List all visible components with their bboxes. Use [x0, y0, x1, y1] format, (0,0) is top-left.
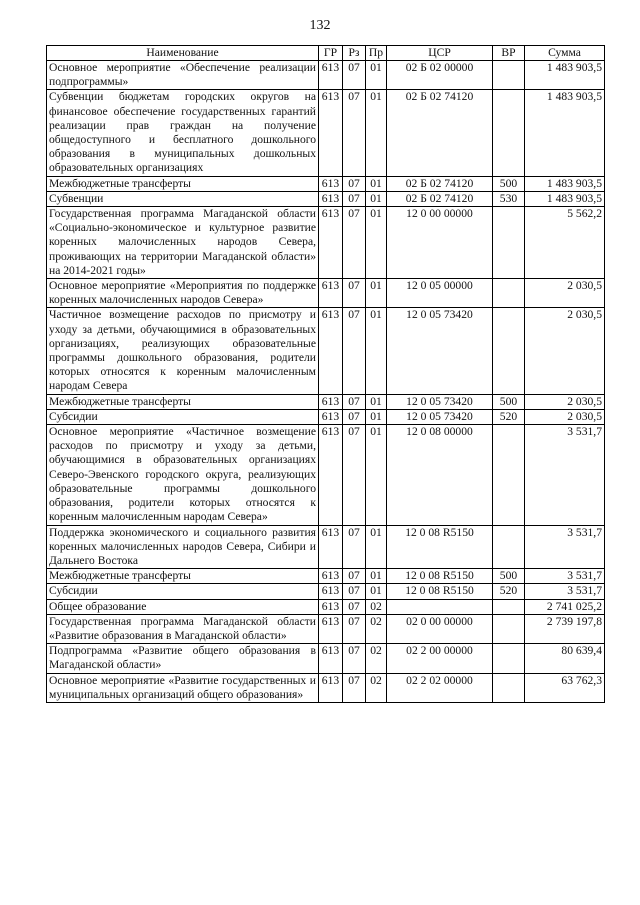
- table-row: [47, 176, 605, 191]
- row-sum: 2 030,5: [525, 279, 605, 308]
- row-rz: 07: [343, 614, 366, 643]
- row-pr: 01: [366, 191, 387, 206]
- row-gr: 613: [319, 644, 343, 673]
- row-csr: 12 0 05 73420: [387, 409, 493, 424]
- row-rz: 07: [343, 61, 366, 90]
- row-csr: 02 2 02 00000: [387, 673, 493, 702]
- row-gr: 613: [319, 409, 343, 424]
- row-name: Субсидии: [47, 584, 319, 599]
- table-row: [47, 673, 605, 702]
- row-rz: 07: [343, 599, 366, 614]
- row-rz: 07: [343, 409, 366, 424]
- row-vr: [493, 599, 525, 614]
- row-rz: 07: [343, 525, 366, 569]
- table-row: [47, 409, 605, 424]
- row-pr: 01: [366, 569, 387, 584]
- row-csr: 02 Б 02 74120: [387, 191, 493, 206]
- row-sum: 63 762,3: [525, 673, 605, 702]
- row-name: Основное мероприятие «Мероприятия по поддержке коренных малочисленных народов Севера»: [47, 279, 319, 308]
- row-pr: 01: [366, 207, 387, 279]
- table-row: [47, 279, 605, 308]
- row-rz: 07: [343, 191, 366, 206]
- row-vr: [493, 61, 525, 90]
- row-gr: 613: [319, 61, 343, 90]
- row-csr: [387, 599, 493, 614]
- row-rz: 07: [343, 673, 366, 702]
- budget-table: [46, 45, 605, 703]
- row-name: Субвенции: [47, 191, 319, 206]
- row-name: Частичное возмещение расходов по присмотру и уходу за детьми, обучающимися в образовательных организациях, реализующих образовательные программы дошкольного образования, родители которых относятся к коренным малочисленным народам Севера: [47, 308, 319, 394]
- row-sum: 5 562,2: [525, 207, 605, 279]
- row-gr: 613: [319, 614, 343, 643]
- row-gr: 613: [319, 176, 343, 191]
- row-rz: 07: [343, 644, 366, 673]
- header-gr: ГР: [319, 46, 343, 61]
- table-header: [47, 46, 605, 61]
- row-pr: 02: [366, 614, 387, 643]
- row-pr: 01: [366, 394, 387, 409]
- row-csr: 12 0 08 R5150: [387, 525, 493, 569]
- row-name: Субсидии: [47, 409, 319, 424]
- row-rz: 07: [343, 584, 366, 599]
- row-vr: 530: [493, 191, 525, 206]
- row-pr: 02: [366, 599, 387, 614]
- row-csr: 02 Б 02 74120: [387, 90, 493, 176]
- row-csr: 12 0 08 00000: [387, 425, 493, 525]
- row-sum: 3 531,7: [525, 569, 605, 584]
- row-name: Основное мероприятие «Обеспечение реализации подпрограммы»: [47, 61, 319, 90]
- row-rz: 07: [343, 394, 366, 409]
- header-sum: Сумма: [525, 46, 605, 61]
- row-name: Субвенции бюджетам городских округов на финансовое обеспечение государственных гарантий реализации прав граждан на получение общедоступного и бесплатного дошкольного образования в муниципальных дошкольных образовательных организациях: [47, 90, 319, 176]
- row-name: Основное мероприятие «Развитие государственных и муниципальных организаций общего образования»: [47, 673, 319, 702]
- header-csr: ЦСР: [387, 46, 493, 61]
- row-sum: 2 030,5: [525, 394, 605, 409]
- row-vr: [493, 673, 525, 702]
- row-gr: 613: [319, 425, 343, 525]
- table-row: [47, 584, 605, 599]
- row-csr: 02 Б 02 74120: [387, 176, 493, 191]
- row-gr: 613: [319, 599, 343, 614]
- row-pr: 01: [366, 308, 387, 394]
- table-row: [47, 207, 605, 279]
- row-gr: 613: [319, 191, 343, 206]
- table-body: [47, 61, 605, 703]
- row-gr: 613: [319, 394, 343, 409]
- row-name: Межбюджетные трансферты: [47, 394, 319, 409]
- row-gr: 613: [319, 525, 343, 569]
- row-csr: 12 0 05 73420: [387, 308, 493, 394]
- row-vr: 520: [493, 584, 525, 599]
- table-row: [47, 308, 605, 394]
- row-sum: 3 531,7: [525, 584, 605, 599]
- row-csr: 12 0 05 73420: [387, 394, 493, 409]
- row-rz: 07: [343, 308, 366, 394]
- row-vr: [493, 308, 525, 394]
- row-vr: [493, 207, 525, 279]
- row-pr: 01: [366, 525, 387, 569]
- table-row: [47, 61, 605, 90]
- row-vr: 500: [493, 176, 525, 191]
- row-csr: 12 0 00 00000: [387, 207, 493, 279]
- row-gr: 613: [319, 673, 343, 702]
- header-name: Наименование: [47, 46, 319, 61]
- row-name: Государственная программа Магаданской области «Социально-экономическое и культурное развитие коренных малочисленных народов Севера, проживающих на территории Магаданской области» на 2014-2021 годы»: [47, 207, 319, 279]
- row-sum: 2 739 197,8: [525, 614, 605, 643]
- row-name: Общее образование: [47, 599, 319, 614]
- row-pr: 01: [366, 61, 387, 90]
- row-csr: 02 0 00 00000: [387, 614, 493, 643]
- header-pr: Пр: [366, 46, 387, 61]
- row-rz: 07: [343, 207, 366, 279]
- row-rz: 07: [343, 90, 366, 176]
- row-csr: 02 Б 02 00000: [387, 61, 493, 90]
- row-sum: 2 741 025,2: [525, 599, 605, 614]
- table-row: [47, 525, 605, 569]
- row-pr: 01: [366, 409, 387, 424]
- header-rz: Рз: [343, 46, 366, 61]
- row-csr: 12 0 08 R5150: [387, 569, 493, 584]
- row-gr: 613: [319, 584, 343, 599]
- row-vr: 520: [493, 409, 525, 424]
- row-pr: 01: [366, 425, 387, 525]
- header-row: [47, 46, 605, 61]
- table-row: [47, 569, 605, 584]
- row-vr: [493, 525, 525, 569]
- row-vr: [493, 90, 525, 176]
- row-csr: 12 0 08 R5150: [387, 584, 493, 599]
- row-vr: [493, 614, 525, 643]
- table-row: [47, 425, 605, 525]
- row-sum: 3 531,7: [525, 425, 605, 525]
- row-vr: [493, 425, 525, 525]
- row-rz: 07: [343, 176, 366, 191]
- table-row: [47, 191, 605, 206]
- row-name: Основное мероприятие «Частичное возмещение расходов по присмотру и уходу за детьми, обучающимися в образовательных организациях Северо-Эвенского городского округа, реализующих образовательные программы дошкольного образования, родители которых относятся к коренным малочисленным народам Севера»: [47, 425, 319, 525]
- row-sum: 1 483 903,5: [525, 61, 605, 90]
- row-name: Поддержка экономического и социального развития коренных малочисленных народов Севера, Сибири и Дальнего Востока: [47, 525, 319, 569]
- row-sum: 1 483 903,5: [525, 90, 605, 176]
- row-name: Межбюджетные трансферты: [47, 176, 319, 191]
- table-row: [47, 614, 605, 643]
- row-name: Государственная программа Магаданской области «Развитие образования в Магаданской области»: [47, 614, 319, 643]
- row-gr: 613: [319, 207, 343, 279]
- table-row: [47, 644, 605, 673]
- row-vr: [493, 279, 525, 308]
- row-name: Подпрограмма «Развитие общего образования в Магаданской области»: [47, 644, 319, 673]
- header-vr: ВР: [493, 46, 525, 61]
- row-sum: 3 531,7: [525, 525, 605, 569]
- row-sum: 80 639,4: [525, 644, 605, 673]
- row-pr: 01: [366, 176, 387, 191]
- row-rz: 07: [343, 569, 366, 584]
- row-vr: 500: [493, 394, 525, 409]
- row-rz: 07: [343, 425, 366, 525]
- row-vr: [493, 644, 525, 673]
- row-sum: 2 030,5: [525, 308, 605, 394]
- table-row: [47, 394, 605, 409]
- row-gr: 613: [319, 90, 343, 176]
- row-pr: 01: [366, 584, 387, 599]
- table-row: [47, 90, 605, 176]
- row-csr: 02 2 00 00000: [387, 644, 493, 673]
- row-pr: 02: [366, 644, 387, 673]
- row-gr: 613: [319, 569, 343, 584]
- row-gr: 613: [319, 279, 343, 308]
- row-sum: 1 483 903,5: [525, 191, 605, 206]
- row-rz: 07: [343, 279, 366, 308]
- row-pr: 02: [366, 673, 387, 702]
- row-sum: 2 030,5: [525, 409, 605, 424]
- row-sum: 1 483 903,5: [525, 176, 605, 191]
- row-name: Межбюджетные трансферты: [47, 569, 319, 584]
- row-csr: 12 0 05 00000: [387, 279, 493, 308]
- page-number: 132: [309, 18, 331, 33]
- row-vr: 500: [493, 569, 525, 584]
- row-pr: 01: [366, 279, 387, 308]
- table-row: [47, 599, 605, 614]
- row-pr: 01: [366, 90, 387, 176]
- row-gr: 613: [319, 308, 343, 394]
